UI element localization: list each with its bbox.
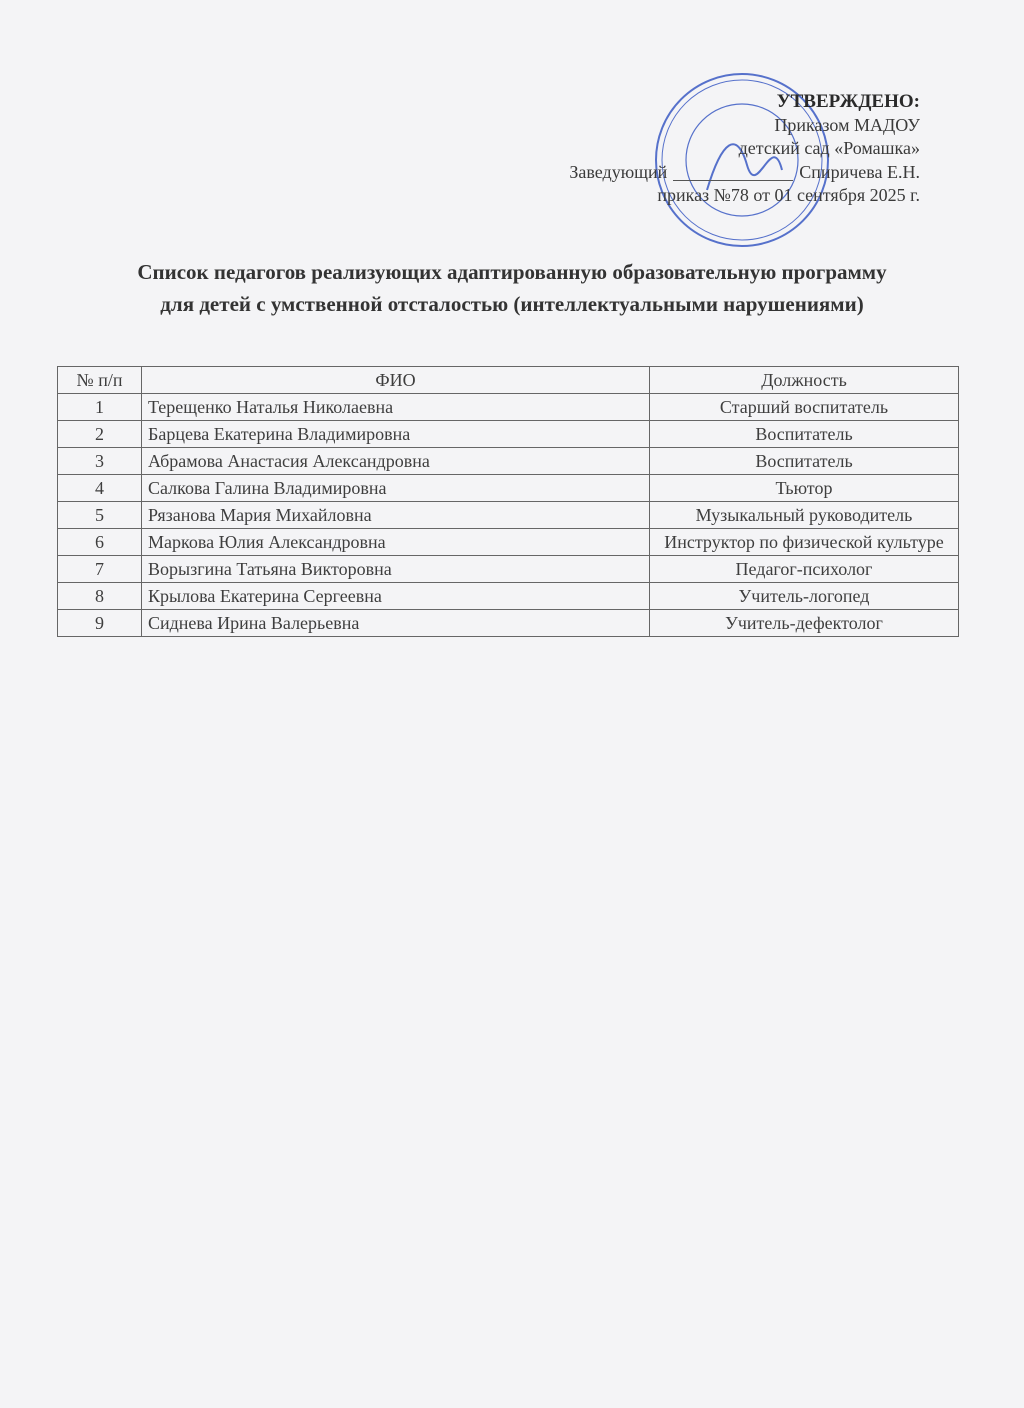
approval-signature-line bbox=[569, 161, 920, 185]
table-row bbox=[58, 475, 959, 502]
column-header-position: Должность bbox=[650, 367, 959, 394]
row-position: Воспитатель bbox=[650, 448, 959, 475]
approval-order: приказ №78 от 01 сентября 2025 г. bbox=[657, 185, 920, 205]
row-number: 4 bbox=[58, 475, 142, 502]
table-row bbox=[58, 529, 959, 556]
row-position: Музыкальный руководитель bbox=[650, 502, 959, 529]
row-number: 1 bbox=[58, 394, 142, 421]
approval-heading: УТВЕРЖДЕНО: bbox=[776, 91, 920, 112]
table-row bbox=[58, 502, 959, 529]
head-label: Заведующий bbox=[569, 161, 668, 182]
signature-line bbox=[673, 180, 793, 181]
table-row bbox=[58, 556, 959, 583]
row-position: Педагог-психолог bbox=[650, 556, 959, 583]
table-header-row bbox=[58, 367, 959, 394]
table-row bbox=[58, 583, 959, 610]
row-number: 9 bbox=[58, 610, 142, 637]
column-header-fio: ФИО bbox=[142, 367, 650, 394]
row-number: 8 bbox=[58, 583, 142, 610]
table-row bbox=[58, 610, 959, 637]
table-row bbox=[58, 448, 959, 475]
row-fio: Терещенко Наталья Николаевна bbox=[142, 394, 650, 421]
row-number: 5 bbox=[58, 502, 142, 529]
row-fio: Крылова Екатерина Сергеевна bbox=[142, 583, 650, 610]
table-row bbox=[58, 394, 959, 421]
row-fio: Сиднева Ирина Валерьевна bbox=[142, 610, 650, 637]
row-number: 3 bbox=[58, 448, 142, 475]
row-fio: Барцева Екатерина Владимировна bbox=[142, 421, 650, 448]
row-position: Тьютор bbox=[650, 475, 959, 502]
row-number: 7 bbox=[58, 556, 142, 583]
row-position: Учитель-логопед bbox=[650, 583, 959, 610]
row-fio: Салкова Галина Владимировна bbox=[142, 475, 650, 502]
row-position: Старший воспитатель bbox=[650, 394, 959, 421]
row-position: Инструктор по физической культуре bbox=[650, 529, 959, 556]
row-fio: Рязанова Мария Михайловна bbox=[142, 502, 650, 529]
row-fio: Маркова Юлия Александровна bbox=[142, 529, 650, 556]
row-position: Воспитатель bbox=[650, 421, 959, 448]
table-row bbox=[58, 421, 959, 448]
row-number: 6 bbox=[58, 529, 142, 556]
row-position: Учитель-дефектолог bbox=[650, 610, 959, 637]
head-name: Спиричева Е.Н. bbox=[799, 161, 920, 182]
document-title: Список педагогов реализующих адаптированную образовательную программу для детей с умственной отсталостью (интеллектуальными нарушениями) bbox=[137, 260, 887, 316]
approval-block bbox=[569, 90, 920, 208]
teachers-table bbox=[57, 366, 959, 637]
approval-line2: детский сад «Ромашка» bbox=[738, 138, 920, 158]
column-header-number: № п/п bbox=[58, 367, 142, 394]
row-fio: Ворызгина Татьяна Викторовна bbox=[142, 556, 650, 583]
row-fio: Абрамова Анастасия Александровна bbox=[142, 448, 650, 475]
approval-line1: Приказом МАДОУ bbox=[774, 114, 920, 135]
row-number: 2 bbox=[58, 421, 142, 448]
